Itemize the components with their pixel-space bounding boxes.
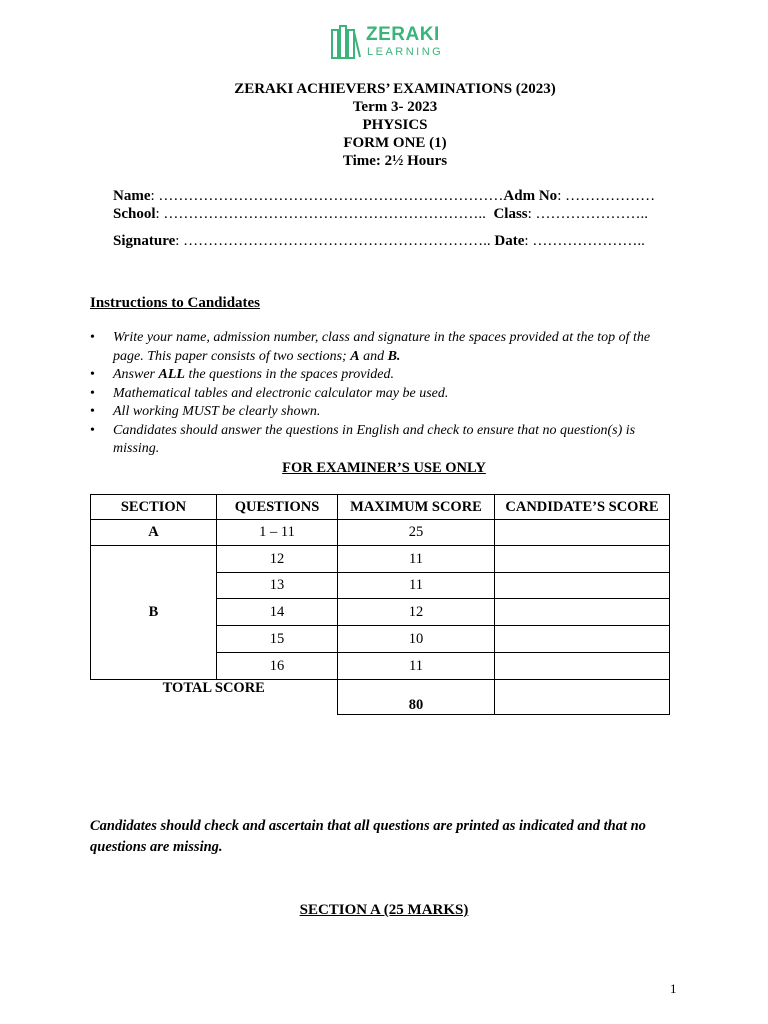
list-item: • Mathematical tables and electronic calculator may be used.: [90, 385, 680, 404]
books-icon: [330, 24, 362, 60]
instruction-text: the questions in the spaces provided.: [184, 367, 395, 382]
candidate-score-cell[interactable]: [495, 599, 670, 626]
max-score-cell: 10: [338, 626, 495, 653]
exam-term: Term 3- 2023: [352, 99, 438, 115]
logo-brand: ZERAKI: [366, 24, 440, 45]
instruction-bold: B.: [387, 348, 401, 364]
signature-field[interactable]: : ……………………………………………………..: [175, 233, 491, 249]
max-score-cell: 25: [338, 520, 495, 546]
list-item: • Candidates should answer the questions in English and check to ensure that no question(s) is missing.: [90, 422, 680, 459]
table-total-row: [91, 680, 670, 715]
date-label: Date: [494, 233, 525, 249]
name-adm-line[interactable]: [113, 188, 655, 205]
table-row: [91, 546, 670, 573]
questions-cell: 14: [217, 599, 338, 626]
total-label: TOTAL SCORE: [162, 680, 265, 696]
instruction-bold: A: [350, 348, 360, 364]
exam-header: [0, 80, 768, 170]
school-class-line[interactable]: [113, 206, 648, 223]
candidate-score-cell[interactable]: [495, 546, 670, 573]
column-header: SECTION: [91, 495, 217, 520]
candidate-total-cell[interactable]: [495, 680, 670, 715]
section-cell: B: [91, 546, 217, 680]
name-field[interactable]: : ……………………………………………………………: [150, 188, 504, 204]
instructions-title: Instructions to Candidates: [90, 295, 261, 311]
class-label: Class: [493, 206, 528, 222]
exam-time: Time: 2½ Hours: [342, 153, 448, 169]
column-header: MAXIMUM SCORE: [338, 495, 495, 520]
max-score-cell: 11: [338, 546, 495, 573]
max-score-cell: 12: [338, 599, 495, 626]
instruction-text: Write your name, admission number, class and signature in the spaces provided at the top of the page. This paper consists of two sections;: [113, 330, 651, 364]
instruction-text: and: [359, 348, 388, 364]
school-label: School: [113, 206, 156, 222]
table-header-row: [91, 495, 670, 520]
column-header: CANDIDATE’S SCORE: [495, 495, 670, 520]
instructions-list: [90, 329, 680, 459]
questions-cell: 13: [217, 573, 338, 599]
table-row: [91, 520, 670, 546]
questions-cell: 15: [217, 626, 338, 653]
candidate-score-cell[interactable]: [495, 520, 670, 546]
logo-subtitle: LEARNING: [367, 46, 444, 58]
candidate-score-cell[interactable]: [495, 573, 670, 599]
zeraki-logo: [330, 22, 450, 62]
total-value: 80: [338, 680, 495, 715]
page-number: 1: [670, 981, 677, 996]
section-cell: A: [91, 520, 217, 546]
column-header: QUESTIONS: [217, 495, 338, 520]
adm-label: Adm No: [503, 188, 558, 204]
questions-cell: 12: [217, 546, 338, 573]
max-score-cell: 11: [338, 573, 495, 599]
adm-field[interactable]: : ………………: [557, 188, 656, 204]
class-field[interactable]: : …………………..: [527, 206, 649, 222]
exam-title: ZERAKI ACHIEVERS’ EXAMINATIONS (2023): [234, 81, 556, 97]
school-field[interactable]: : ………………………………………………………..: [155, 206, 486, 222]
examiner-title: FOR EXAMINER’S USE ONLY: [282, 460, 486, 476]
section-a-title: SECTION A (25 MARKS): [299, 902, 469, 918]
questions-cell: 16: [217, 653, 338, 680]
check-note: Candidates should check and ascertain that all questions are printed as indicated and that no questions are missing.: [90, 818, 646, 855]
questions-cell: 1 – 11: [217, 520, 338, 546]
name-label: Name: [113, 188, 151, 204]
candidate-score-cell[interactable]: [495, 653, 670, 680]
list-item: [90, 366, 680, 385]
instruction-bold: ALL: [158, 367, 185, 382]
exam-form: FORM ONE (1): [343, 135, 447, 151]
score-table: [90, 494, 670, 715]
signature-label: Signature: [113, 233, 176, 249]
list-item: [90, 329, 680, 366]
max-score-cell: 11: [338, 653, 495, 680]
date-field[interactable]: : …………………..: [524, 233, 645, 249]
exam-subject: PHYSICS: [362, 117, 428, 133]
signature-date-line[interactable]: [113, 233, 645, 250]
list-item: • All working MUST be clearly shown.: [90, 403, 680, 422]
instruction-text: Answer: [113, 367, 159, 382]
candidate-score-cell[interactable]: [495, 626, 670, 653]
